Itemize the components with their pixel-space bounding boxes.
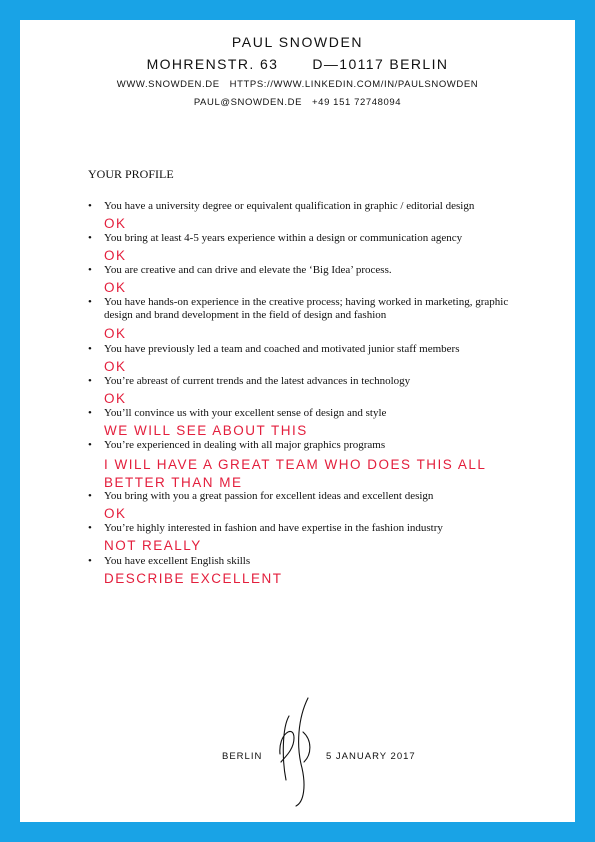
requirement-item: • You bring with you a great passion for excellent ideas and excellent design bbox=[104, 490, 534, 503]
requirement-item: • You’re abreast of current trends and the latest advances in technology bbox=[104, 375, 534, 388]
footer-place: BERLIN bbox=[222, 751, 263, 762]
requirement-response: DESCRIBE EXCELLENT bbox=[104, 571, 283, 586]
footer-date: 5 JANUARY 2017 bbox=[326, 751, 416, 762]
sender-links bbox=[20, 79, 575, 90]
requirement-response: OK bbox=[104, 391, 127, 406]
requirement-item: • You have hands-on experience in the creative process; having worked in marketing, graphic design and brand development in the field of design and fashion bbox=[104, 296, 534, 322]
requirement-response: NOT REALLY bbox=[104, 538, 202, 553]
website-link[interactable]: WWW.SNOWDEN.DE bbox=[116, 79, 220, 90]
phone-number: +49 151 72748094 bbox=[312, 97, 402, 108]
requirement-response: OK bbox=[104, 359, 127, 374]
requirement-response: OK bbox=[104, 326, 127, 341]
requirement-item: • You bring at least 4-5 years experience within a design or communication agency bbox=[104, 232, 534, 245]
street: MOHRENSTR. 63 bbox=[146, 56, 279, 72]
sender-contact bbox=[20, 97, 575, 108]
requirement-item: • You are creative and can drive and elevate the ‘Big Idea’ process. bbox=[104, 264, 534, 277]
requirement-item: • You’re highly interested in fashion and have expertise in the fashion industry bbox=[104, 522, 534, 535]
email-link[interactable]: PAUL@SNOWDEN.DE bbox=[193, 97, 303, 108]
signature-mark bbox=[272, 688, 324, 808]
requirement-item: • You’ll convince us with your excellent sense of design and style bbox=[104, 407, 534, 420]
letter-page bbox=[20, 20, 575, 822]
section-title: YOUR PROFILE bbox=[88, 167, 174, 181]
sender-address bbox=[20, 56, 575, 72]
sender-name: PAUL SNOWDEN bbox=[231, 34, 364, 50]
city: D—10117 BERLIN bbox=[312, 56, 449, 72]
requirement-item: • You have excellent English skills bbox=[104, 555, 534, 568]
requirement-response: WE WILL SEE ABOUT THIS bbox=[104, 423, 308, 438]
requirement-response: I WILL HAVE A GREAT TEAM WHO DOES THIS ALL BETTER THAN ME bbox=[104, 457, 486, 490]
requirement-response: OK bbox=[104, 216, 127, 231]
requirement-response: OK bbox=[104, 248, 127, 263]
requirement-item: • You have a university degree or equivalent qualification in graphic / editorial design bbox=[104, 200, 534, 213]
requirement-response: OK bbox=[104, 280, 127, 295]
requirement-item: • You have previously led a team and coached and motivated junior staff members bbox=[104, 343, 534, 356]
linkedin-link[interactable]: HTTPS://WWW.LINKEDIN.COM/IN/PAULSNOWDEN bbox=[229, 79, 479, 90]
requirement-response: OK bbox=[104, 506, 127, 521]
requirement-item: • You’re experienced in dealing with all major graphics programs bbox=[104, 439, 534, 452]
